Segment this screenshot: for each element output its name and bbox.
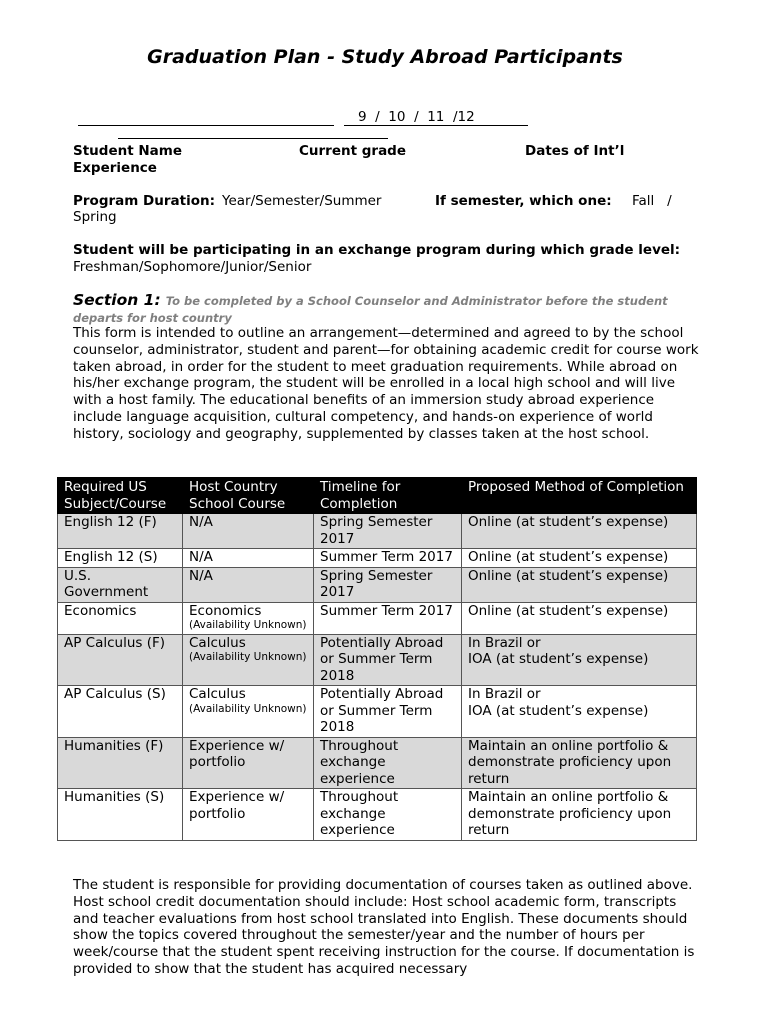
cell-subject-text: U.S. Government — [64, 567, 149, 600]
cell-method — [462, 567, 697, 602]
cell-method — [462, 634, 697, 686]
availability-note: (Availability Unknown) — [189, 651, 307, 663]
cell-host-course — [183, 567, 314, 602]
cell-timeline — [314, 634, 462, 686]
cell-timeline — [314, 602, 462, 634]
cell-subject-text: Humanities (F) — [64, 737, 164, 754]
header-host-course: Host Country School Course — [183, 478, 314, 514]
cell-timeline-text: Summer Term 2017 — [320, 602, 453, 619]
grade-options-line — [344, 109, 528, 126]
student-name-label: Student Name — [73, 143, 183, 159]
cell-timeline-text: Throughout exchange experience — [320, 737, 399, 787]
availability-note: (Availability Unknown) — [189, 619, 307, 631]
table-body — [58, 514, 697, 841]
header-subject: Required US Subject/Course — [58, 478, 183, 514]
cell-host-course-text: Calculus — [189, 634, 246, 651]
cell-method — [462, 549, 697, 568]
cell-host-course-text: N/A — [189, 514, 213, 530]
cell-subject — [58, 602, 183, 634]
cell-timeline — [314, 737, 462, 789]
semester-value-fall: Fall / — [632, 193, 672, 209]
cell-host-course-text: Experience w/ portfolio — [189, 789, 285, 822]
cell-method-text: Maintain an online portfolio & demonstrate proficiency upon return — [468, 789, 672, 838]
cell-host-course-text: Experience w/ portfolio — [189, 737, 285, 770]
cell-subject — [58, 634, 183, 686]
cell-method — [462, 686, 697, 738]
cell-host-course — [183, 514, 314, 549]
graduation-plan-table — [57, 477, 697, 841]
section-1-note: To be completed by a School Counselor and Administrator before the student departs for host country — [73, 294, 668, 325]
section-1-title: Section 1: — [73, 291, 161, 309]
grade-level-value: Freshman/Sophomore/Junior/Senior — [73, 259, 312, 275]
availability-note: (Availability Unknown) — [189, 702, 307, 715]
cell-host-course-text: N/A — [189, 567, 213, 584]
table-row — [58, 514, 697, 549]
cell-timeline — [314, 686, 462, 738]
cell-timeline — [314, 789, 462, 841]
header-method: Proposed Method of Completion — [462, 478, 697, 514]
cell-method — [462, 789, 697, 841]
cell-method-text: Online (at student’s expense) — [468, 514, 669, 530]
cell-timeline — [314, 549, 462, 568]
closing-paragraph: The student is responsible for providing documentation of courses taken as outlined above. Host school credit documentation should include: Host school academic form, transcripts and teacher evaluations from host school translated into English. These documents should show the topics covered throughout the semester/year and the number of hours per week/course that the student spent receiving instruction for the course. If documentation is provided to show that the student has acquired necessary — [73, 877, 695, 977]
cell-subject — [58, 549, 183, 568]
cell-method-text: Online (at student’s expense) — [468, 602, 669, 619]
cell-method-text: Maintain an online portfolio & demonstrate proficiency upon return — [468, 737, 672, 787]
cell-host-course — [183, 634, 314, 686]
cell-subject — [58, 737, 183, 789]
program-duration-value: Year/Semester/Summer — [222, 193, 382, 209]
cell-subject-text: English 12 (F) — [64, 514, 157, 530]
table-row — [58, 789, 697, 841]
cell-method — [462, 602, 697, 634]
cell-host-course-text: Calculus — [189, 686, 246, 702]
cell-method-text: In Brazil or IOA (at student’s expense) — [468, 634, 649, 667]
cell-subject — [58, 789, 183, 841]
cell-timeline-text: Throughout exchange experience — [320, 789, 399, 838]
table-row — [58, 737, 697, 789]
cell-method-text: Online (at student’s expense) — [468, 567, 669, 584]
semester-label: If semester, which one: — [435, 193, 612, 209]
cell-subject-text: Economics — [64, 602, 137, 619]
cell-subject-text: Humanities (S) — [64, 789, 165, 805]
cell-host-course — [183, 549, 314, 568]
cell-timeline — [314, 567, 462, 602]
cell-timeline-text: Spring Semester 2017 — [320, 567, 433, 600]
header-fill-line — [78, 109, 528, 126]
cell-timeline-text: Summer Term 2017 — [320, 549, 453, 565]
page-title: Graduation Plan - Study Abroad Participants — [147, 46, 623, 68]
cell-host-course-text: Economics — [189, 602, 262, 619]
section-1-intro: This form is intended to outline an arrangement—determined and agreed to by the school counselor, administrator, student and parent—for obtaining academic credit for course work taken abroad, in order for the student to meet graduation requirements. While abroad on his/her exchange program, the student will be enrolled in a local high school and will live with a host family. The educational benefits of an immersion study abroad experience include language acquisition, cultural competency, and hands-on experience of world history, sociology and geography, supplemented by classes taken at the host school. — [73, 325, 699, 442]
cell-subject-text: English 12 (S) — [64, 549, 158, 565]
program-duration-label: Program Duration: — [73, 193, 215, 209]
table-row — [58, 549, 697, 568]
student-name-blank[interactable] — [78, 111, 334, 126]
table-row — [58, 602, 697, 634]
cell-method — [462, 737, 697, 789]
cell-subject — [58, 514, 183, 549]
cell-host-course-text: N/A — [189, 549, 213, 565]
cell-host-course — [183, 737, 314, 789]
table-header-row — [58, 478, 697, 514]
current-grade-label: Current grade — [299, 143, 407, 159]
header-timeline: Timeline for Completion — [314, 478, 462, 514]
cell-timeline-text: Spring Semester 2017 — [320, 514, 433, 547]
cell-timeline — [314, 514, 462, 549]
section-1-heading — [73, 292, 693, 326]
cell-host-course — [183, 686, 314, 738]
cell-subject-text: AP Calculus (F) — [64, 634, 166, 651]
dates-label: Dates of Int’l — [525, 143, 625, 159]
cell-timeline-text: Potentially Abroad or Summer Term 2018 — [320, 634, 444, 684]
dates-blank[interactable] — [118, 138, 388, 139]
table-row — [58, 634, 697, 686]
cell-subject — [58, 567, 183, 602]
cell-method-text: In Brazil or IOA (at student’s expense) — [468, 686, 649, 719]
cell-method — [462, 514, 697, 549]
grade-level-label: Student will be participating in an exchange program during which grade level: — [73, 242, 681, 258]
cell-subject — [58, 686, 183, 738]
semester-value-spring: Spring — [73, 209, 117, 225]
cell-subject-text: AP Calculus (S) — [64, 686, 166, 702]
cell-host-course — [183, 602, 314, 634]
cell-method-text: Online (at student’s expense) — [468, 549, 669, 565]
table-row — [58, 567, 697, 602]
grade-options: 9 / 10 / 11 /12 — [358, 109, 475, 125]
experience-label: Experience — [73, 160, 157, 176]
table-row — [58, 686, 697, 738]
cell-host-course — [183, 789, 314, 841]
cell-timeline-text: Potentially Abroad or Summer Term 2018 — [320, 686, 444, 735]
